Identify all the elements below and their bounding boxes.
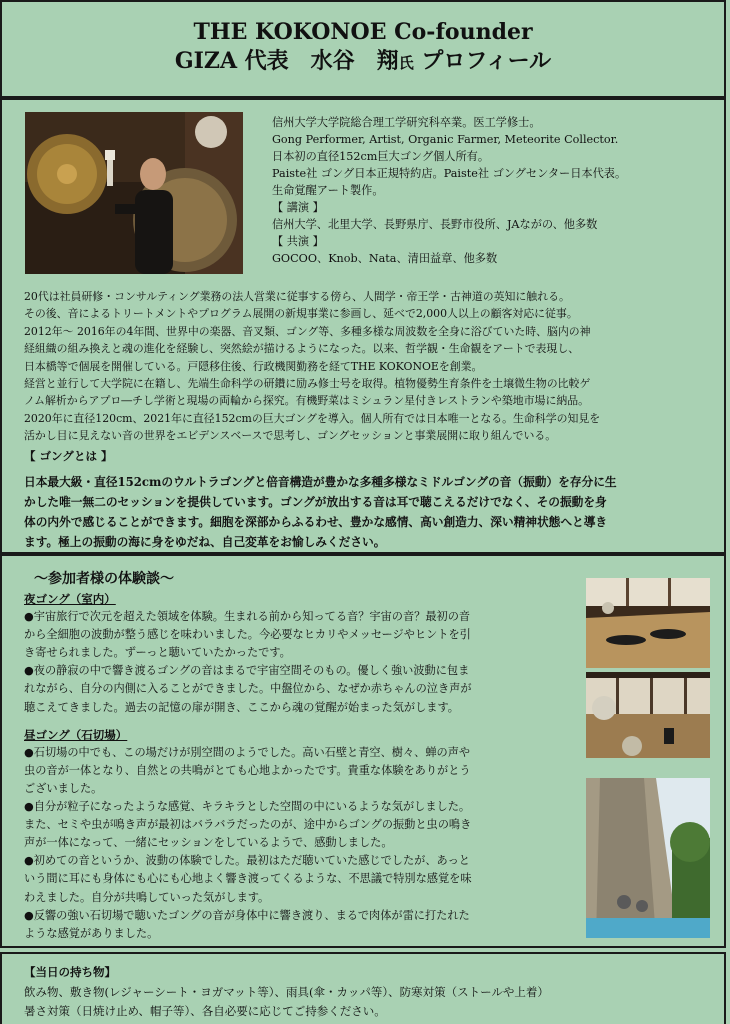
testimonial-line: 虫の音が一体となり、自然との共鳴がとても心地よかったです。貴重な体験をありがとう xyxy=(24,763,471,777)
credential-line: Paiste社 ゴング日本正規特約店。Paiste社 ゴングセンター日本代表。 xyxy=(272,167,627,180)
testimonial-line: から全細胞の波動が整う感じを味わいました。今必要なヒカリやメッセージやヒントを引 xyxy=(24,628,471,642)
gong-line: 日本最大級・直径152cmのウルトラゴングと倍音構造が豊かな多種多様なミドルゴングの音（振動）を存分に生 xyxy=(24,475,617,489)
collaborations-heading: 【 共演 】 xyxy=(272,235,324,248)
credentials-list xyxy=(272,114,717,267)
credential-line: 信州大学大学院総合理工学研究科卒業。医工学修士。 xyxy=(272,116,541,129)
credential-line: 生命覚醒アート製作。 xyxy=(272,184,384,197)
testimonial-line: いう間に耳にも身体にも心にも心地よく響き渡ってくるような、不思議で特別な感覚を味 xyxy=(24,872,472,886)
testimonial-line: ●初めての音というか、波動の体験でした。最初はただ聴いていた感じでしたが、あっと xyxy=(24,854,470,868)
bio-line: 2012年～ 2016年の4年間、世界中の楽器、音叉類、ゴング等、多種多様な周波数を全身に浴びていた時、脳内の神 xyxy=(24,324,591,338)
testimonial-line: ●宇宙旅行で次元を超えた領域を体験。生まれる前から知ってる音？宇宙の音？最初の音 xyxy=(24,610,471,624)
lectures-heading: 【 講演 】 xyxy=(272,201,324,214)
night-gong-heading: 夜ゴング（室内） xyxy=(24,592,116,606)
testimonial-line: ●自分が粒子になったような感覚、キラキラとした空間の中にいるような気がしました。 xyxy=(24,800,471,814)
night-session-photo-2 xyxy=(586,672,710,758)
bio-line: その後、音によるトリートメントやプログラム展開の新規事業に参画し、延べで2,000人以上の顧客対応に従事。 xyxy=(24,307,578,321)
bio-line: ノム解析からアプロ―チし学術と現場の両輪から探究。有機野菜はミシュラン星付きレストランや築地市場に納品。 xyxy=(24,394,590,408)
lectures-list: 信州大学、北里大学、長野県庁、長野市役所、JAながの、他多数 xyxy=(272,218,598,231)
bio-line: 経営と並行して大学院に在籍し、先端生命科学の研鑽に励み修士号を取得。植物優勢生育条件を土壌微生物の比較ゲ xyxy=(24,377,591,391)
profile-section xyxy=(0,98,726,554)
biography xyxy=(24,288,714,445)
bio-line: 経組織の組み換えと魂の進化を経験し、突然絵が描けるようになった。以来、哲学観・生命観をアートで表現し、 xyxy=(24,342,580,356)
credential-line: 日本初の直径152cm巨大ゴング個人所有。 xyxy=(272,150,490,163)
testimonial-line: わえました。自分が共鳴していった気がします。 xyxy=(24,890,270,904)
title-line-1: THE KOKONOE Co-founder xyxy=(193,19,533,45)
belongings-list xyxy=(24,983,714,1021)
bio-line: 日本橋等で個展を開催している。戸隠移住後、行政機関勤務を経てTHE KOKONOEを創業。 xyxy=(24,359,483,373)
testimonial-line: また、セミや虫が鳴き声が最初はバラバラだったのが、途中からゴングの振動と虫の鳴き xyxy=(24,818,472,832)
belongings-section xyxy=(0,952,726,1024)
testimonial-line: ございました。 xyxy=(24,781,103,795)
testimonial-line: き寄せられました。ずーっと聴いていたかったです。 xyxy=(24,646,291,660)
gong-line: かした唯一無二のセッションを提供しています。ゴングが放出する音は耳で聴こえるだけでなく、その振動を身 xyxy=(24,495,607,509)
testimonial-line: ●夜の静寂の中で響き渡るゴングの音はまるで宇宙空間そのもの。優しく強い波動に包ま xyxy=(24,664,470,678)
bio-line: 2020年に直径120cm、2021年に直径152cmの巨大ゴングを導入。個人所有では日本唯一となる。生命科学の知見を xyxy=(24,411,601,425)
profile-photo xyxy=(25,112,243,274)
testimonials-title: ～参加者様の体験談～ xyxy=(34,571,174,587)
testimonial-line: 声が一体になって、一緒にセッションをしているようで、感動しました。 xyxy=(24,836,393,850)
testimonial-line: ●石切場の中でも、この場だけが別空間のようでした。高い石壁と青空、樹々、蝉の声や xyxy=(24,745,471,759)
credential-line: Gong Performer, Artist, Organic Farmer, Meteorite Collector. xyxy=(272,133,619,146)
gong-description xyxy=(24,472,714,552)
gong-line: ます。極上の振動の海に身をゆだね、自己変革をお愉しみください。 xyxy=(24,535,386,549)
title-name: GIZA 代表 水谷 翔 xyxy=(174,48,399,74)
bio-line: 活かし目に見えない音の世界をエビデンスベースで思考し、ゴングセッションと事業展開に取り組んでいる。 xyxy=(24,429,557,443)
testimonial-line: ような感覚がありました。 xyxy=(24,926,159,940)
testimonials-section xyxy=(0,554,726,948)
title-honorific: 氏 xyxy=(398,54,414,72)
bio-line: 20代は社員研修・コンサルティング業務の法人営業に従事する傍ら、人間学・帝王学・古神道の英知に触れる。 xyxy=(24,290,570,303)
title-profile: プロフィール xyxy=(413,48,552,74)
night-session-photo-1 xyxy=(586,578,710,668)
testimonial-line: 聴こえてきました。過去の記憶の扉が開き、ここから魂の覚醒が始まった気がします。 xyxy=(24,700,459,714)
gong-line: 体の内外で感じることができます。細胞を深部からふるわせ、豊かな感情、高い創造力、深い精神状態へと導き xyxy=(24,515,608,529)
title-section xyxy=(0,0,726,98)
testimonial-line: れながら、自分の内側に入ることができました。中盤位から、なぜか赤ちゃんの泣き声が xyxy=(24,682,472,696)
testimonials-text xyxy=(24,590,579,943)
collaborations-list: GOCOO、Knob、Nata、清田益章、他多数 xyxy=(272,252,498,265)
quarry-photo xyxy=(586,778,710,938)
title-line-2 xyxy=(2,46,724,78)
belongings-line: 暑さ対策（日焼け止め、帽子等）、各自必要に応じてご持参ください。 xyxy=(24,1004,386,1018)
gong-heading: 【 ゴングとは 】 xyxy=(24,449,113,463)
day-gong-heading: 昼ゴング（石切場） xyxy=(24,727,128,742)
belongings-heading: 【当日の持ち物】 xyxy=(24,965,116,979)
belongings-line: 飲み物、敷き物(レジャーシート・ヨガマット等）、雨具(傘・カッパ等）、防寒対策（ストールや上着） xyxy=(24,985,549,999)
testimonial-line: ●反響の強い石切場で聴いたゴングの音が身体中に響き渡り、まるで肉体が雷に打たれた xyxy=(24,908,470,922)
